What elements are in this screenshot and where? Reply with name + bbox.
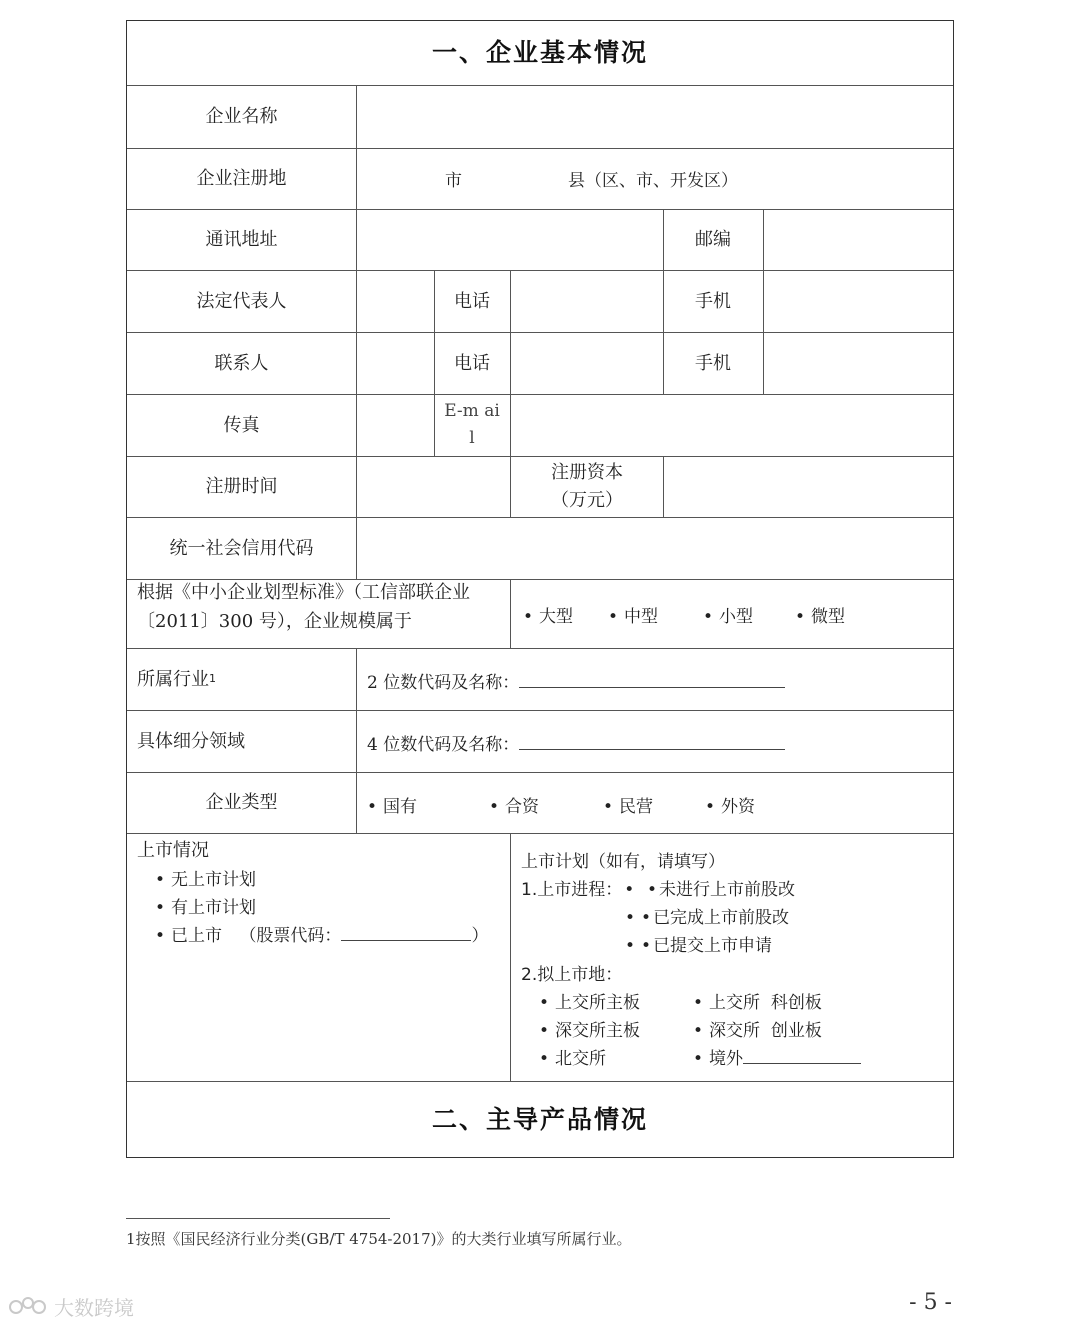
- bullet-icon: •: [703, 607, 714, 627]
- fax-field[interactable]: [357, 394, 434, 456]
- page-number: - 5 -: [909, 1290, 952, 1315]
- venue-szse-chinext[interactable]: [693, 1016, 822, 1041]
- reg-city-text: 市: [445, 171, 462, 191]
- bullet-icon: •: [539, 1049, 550, 1069]
- scale-option-micro[interactable]: [795, 602, 845, 627]
- progress-option-not-started[interactable]: [647, 875, 795, 900]
- venue-szse-chinext-label: 深交所 创业板: [709, 1021, 822, 1041]
- venue-sse-star[interactable]: [693, 988, 822, 1013]
- bullet-icon: •: [523, 607, 534, 627]
- scale-label-line2: 〔2011〕300 号），企业规模属于: [137, 610, 412, 632]
- venue-bse[interactable]: [539, 1044, 606, 1069]
- stock-code-label: （股票代码：: [239, 926, 342, 946]
- contact-mobile-field[interactable]: [764, 332, 953, 394]
- scale-option-large[interactable]: [523, 602, 573, 627]
- venue-szse-main[interactable]: [539, 1016, 640, 1041]
- stock-code-close: ）: [471, 926, 489, 946]
- type-option-foreign[interactable]: [705, 792, 755, 817]
- type-option-state[interactable]: [367, 792, 417, 817]
- bullet-icon: •: [624, 880, 635, 900]
- venue-sse-main-label: 上交所主板: [555, 993, 641, 1013]
- section-title-basic-info: 一、企业基本情况: [431, 38, 648, 68]
- fax-label: 传真: [223, 414, 260, 436]
- industry-label: [137, 648, 356, 710]
- reg-capital-label: [511, 456, 663, 517]
- email-label-line1: E-m ai: [444, 400, 500, 421]
- postcode-field[interactable]: [764, 209, 953, 270]
- scale-option-medium[interactable]: [608, 602, 658, 627]
- listing-option-none-label: 无上市计划: [171, 870, 257, 890]
- listing-option-planned-label: 有上市计划: [171, 898, 257, 918]
- watermark: [8, 1292, 134, 1321]
- type-option-joint-label: 合资: [505, 797, 540, 817]
- bullet-icon: •: [647, 880, 658, 900]
- email-label-line2: l: [469, 428, 475, 448]
- bullet-icon: •: [641, 908, 652, 928]
- bullet-icon: •: [539, 1021, 550, 1041]
- scale-option-small-label: 小型: [719, 607, 754, 627]
- scale-label: [137, 579, 509, 648]
- reg-capital-field[interactable]: [664, 456, 953, 517]
- bullet-icon: •: [795, 607, 806, 627]
- progress-option-restructured[interactable]: [625, 903, 789, 928]
- address-field[interactable]: [357, 209, 663, 270]
- venue-bse-label: 北交所: [555, 1049, 607, 1069]
- bullet-icon: •: [693, 1021, 704, 1041]
- bullet-icon: •: [603, 797, 614, 817]
- bullet-icon: •: [705, 797, 716, 817]
- contact-mobile-label: 手机: [695, 352, 731, 374]
- industry-hint: 2 位数代码及名称：: [367, 673, 520, 693]
- subfield-blank[interactable]: [519, 731, 785, 750]
- legal-rep-label: 法定代表人: [196, 290, 287, 312]
- bullet-icon: •: [625, 936, 636, 956]
- legal-rep-mobile-field[interactable]: [764, 270, 953, 332]
- footnote-marker: 1: [209, 671, 216, 685]
- scale-option-large-label: 大型: [539, 607, 574, 627]
- scale-option-micro-label: 微型: [811, 607, 846, 627]
- scale-label-line1: 根据《中小企业划型标准》（工信部联企业: [137, 582, 470, 603]
- bullet-icon: •: [489, 797, 500, 817]
- scale-option-small[interactable]: [703, 602, 753, 627]
- venue-overseas-label: 境外: [709, 1049, 744, 1069]
- type-option-private-label: 民营: [619, 797, 654, 817]
- reg-time-field[interactable]: [357, 456, 510, 517]
- legal-rep-phone-field[interactable]: [511, 270, 663, 332]
- legal-rep-mobile-label: 手机: [695, 290, 731, 312]
- type-option-foreign-label: 外资: [721, 797, 756, 817]
- credit-code-field[interactable]: [357, 517, 953, 579]
- type-option-state-label: 国有: [383, 797, 418, 817]
- venue-sse-main[interactable]: [539, 988, 640, 1013]
- listing-option-planned[interactable]: [155, 893, 256, 918]
- reg-county-text: 县（区、市、开发区）: [568, 171, 738, 191]
- bullet-icon: •: [367, 797, 378, 817]
- reg-capital-line1: 注册资本: [551, 461, 623, 483]
- section-title-main-products: 二、主导产品情况: [431, 1105, 648, 1135]
- listing-progress-label: 1.上市进程：: [521, 880, 623, 900]
- credit-code-label: 统一社会信用代码: [169, 537, 314, 559]
- watermark-text: 大数跨境: [54, 1296, 134, 1320]
- venue-overseas-blank[interactable]: [743, 1045, 861, 1064]
- reg-place-label: 企业注册地: [196, 168, 287, 189]
- venue-overseas[interactable]: [693, 1044, 861, 1069]
- legal-rep-phone-label: 电话: [454, 290, 490, 312]
- listing-title: 上市情况: [137, 840, 209, 861]
- subfield-hint: 4 位数代码及名称：: [367, 735, 520, 755]
- type-option-joint[interactable]: [489, 792, 539, 817]
- footnote-divider: [126, 1218, 390, 1219]
- bullet-icon: •: [641, 936, 652, 956]
- bullet-icon: •: [155, 926, 166, 946]
- contact-label: 联系人: [214, 352, 269, 374]
- industry-field[interactable]: [367, 668, 785, 693]
- company-name-label: 企业名称: [205, 106, 278, 127]
- progress-option-restructured-label: 已完成上市前股改: [653, 908, 790, 928]
- bullet-icon: •: [539, 993, 550, 1013]
- venue-szse-main-label: 深交所主板: [555, 1021, 641, 1041]
- email-field[interactable]: [511, 394, 953, 456]
- contact-phone-field[interactable]: [511, 332, 663, 394]
- listing-plan-title: 上市计划（如有，请填写）: [521, 852, 725, 872]
- listing-progress-row: [521, 875, 634, 900]
- bullet-icon: •: [155, 870, 166, 890]
- bullet-icon: •: [693, 1049, 704, 1069]
- company-name-field[interactable]: [357, 85, 953, 148]
- reg-capital-line2: （万元）: [551, 489, 623, 511]
- reg-time-label: 注册时间: [205, 476, 278, 497]
- subfield-field[interactable]: [367, 730, 785, 755]
- company-type-label: 企业类型: [205, 792, 278, 813]
- stock-code-blank[interactable]: [341, 922, 471, 941]
- legal-rep-field[interactable]: [357, 270, 434, 332]
- footnote: 1按照《国民经济行业分类(GB/T 4754-2017)》的大类行业填写所属行业。: [126, 1230, 632, 1248]
- industry-blank[interactable]: [519, 669, 785, 688]
- bullet-icon: •: [693, 993, 704, 1013]
- listing-venue-label: 2.拟上市地：: [521, 965, 623, 985]
- enterprise-info-form: [126, 20, 954, 1158]
- bullet-icon: •: [625, 908, 636, 928]
- industry-label-text: 所属行业: [137, 668, 209, 690]
- bullet-icon: •: [608, 607, 619, 627]
- listing-option-none[interactable]: [155, 865, 256, 890]
- subfield-label: 具体细分领域: [137, 730, 245, 752]
- listing-option-listed[interactable]: [155, 921, 488, 946]
- progress-option-submitted[interactable]: [625, 931, 772, 956]
- bullet-icon: •: [155, 898, 166, 918]
- venue-sse-star-label: 上交所 科创板: [709, 993, 822, 1013]
- listing-option-listed-label: 已上市: [171, 926, 223, 946]
- progress-option-submitted-label: 已提交上市申请: [653, 936, 773, 956]
- address-label: 通讯地址: [205, 229, 278, 250]
- postcode-label: 邮编: [695, 229, 731, 250]
- email-label: [434, 394, 510, 456]
- type-option-private[interactable]: [603, 792, 653, 817]
- contact-field[interactable]: [357, 332, 434, 394]
- progress-option-not-started-label: 未进行上市前股改: [659, 880, 796, 900]
- watermark-logo-icon: [8, 1294, 48, 1320]
- scale-option-medium-label: 中型: [624, 607, 659, 627]
- contact-phone-label: 电话: [454, 352, 490, 374]
